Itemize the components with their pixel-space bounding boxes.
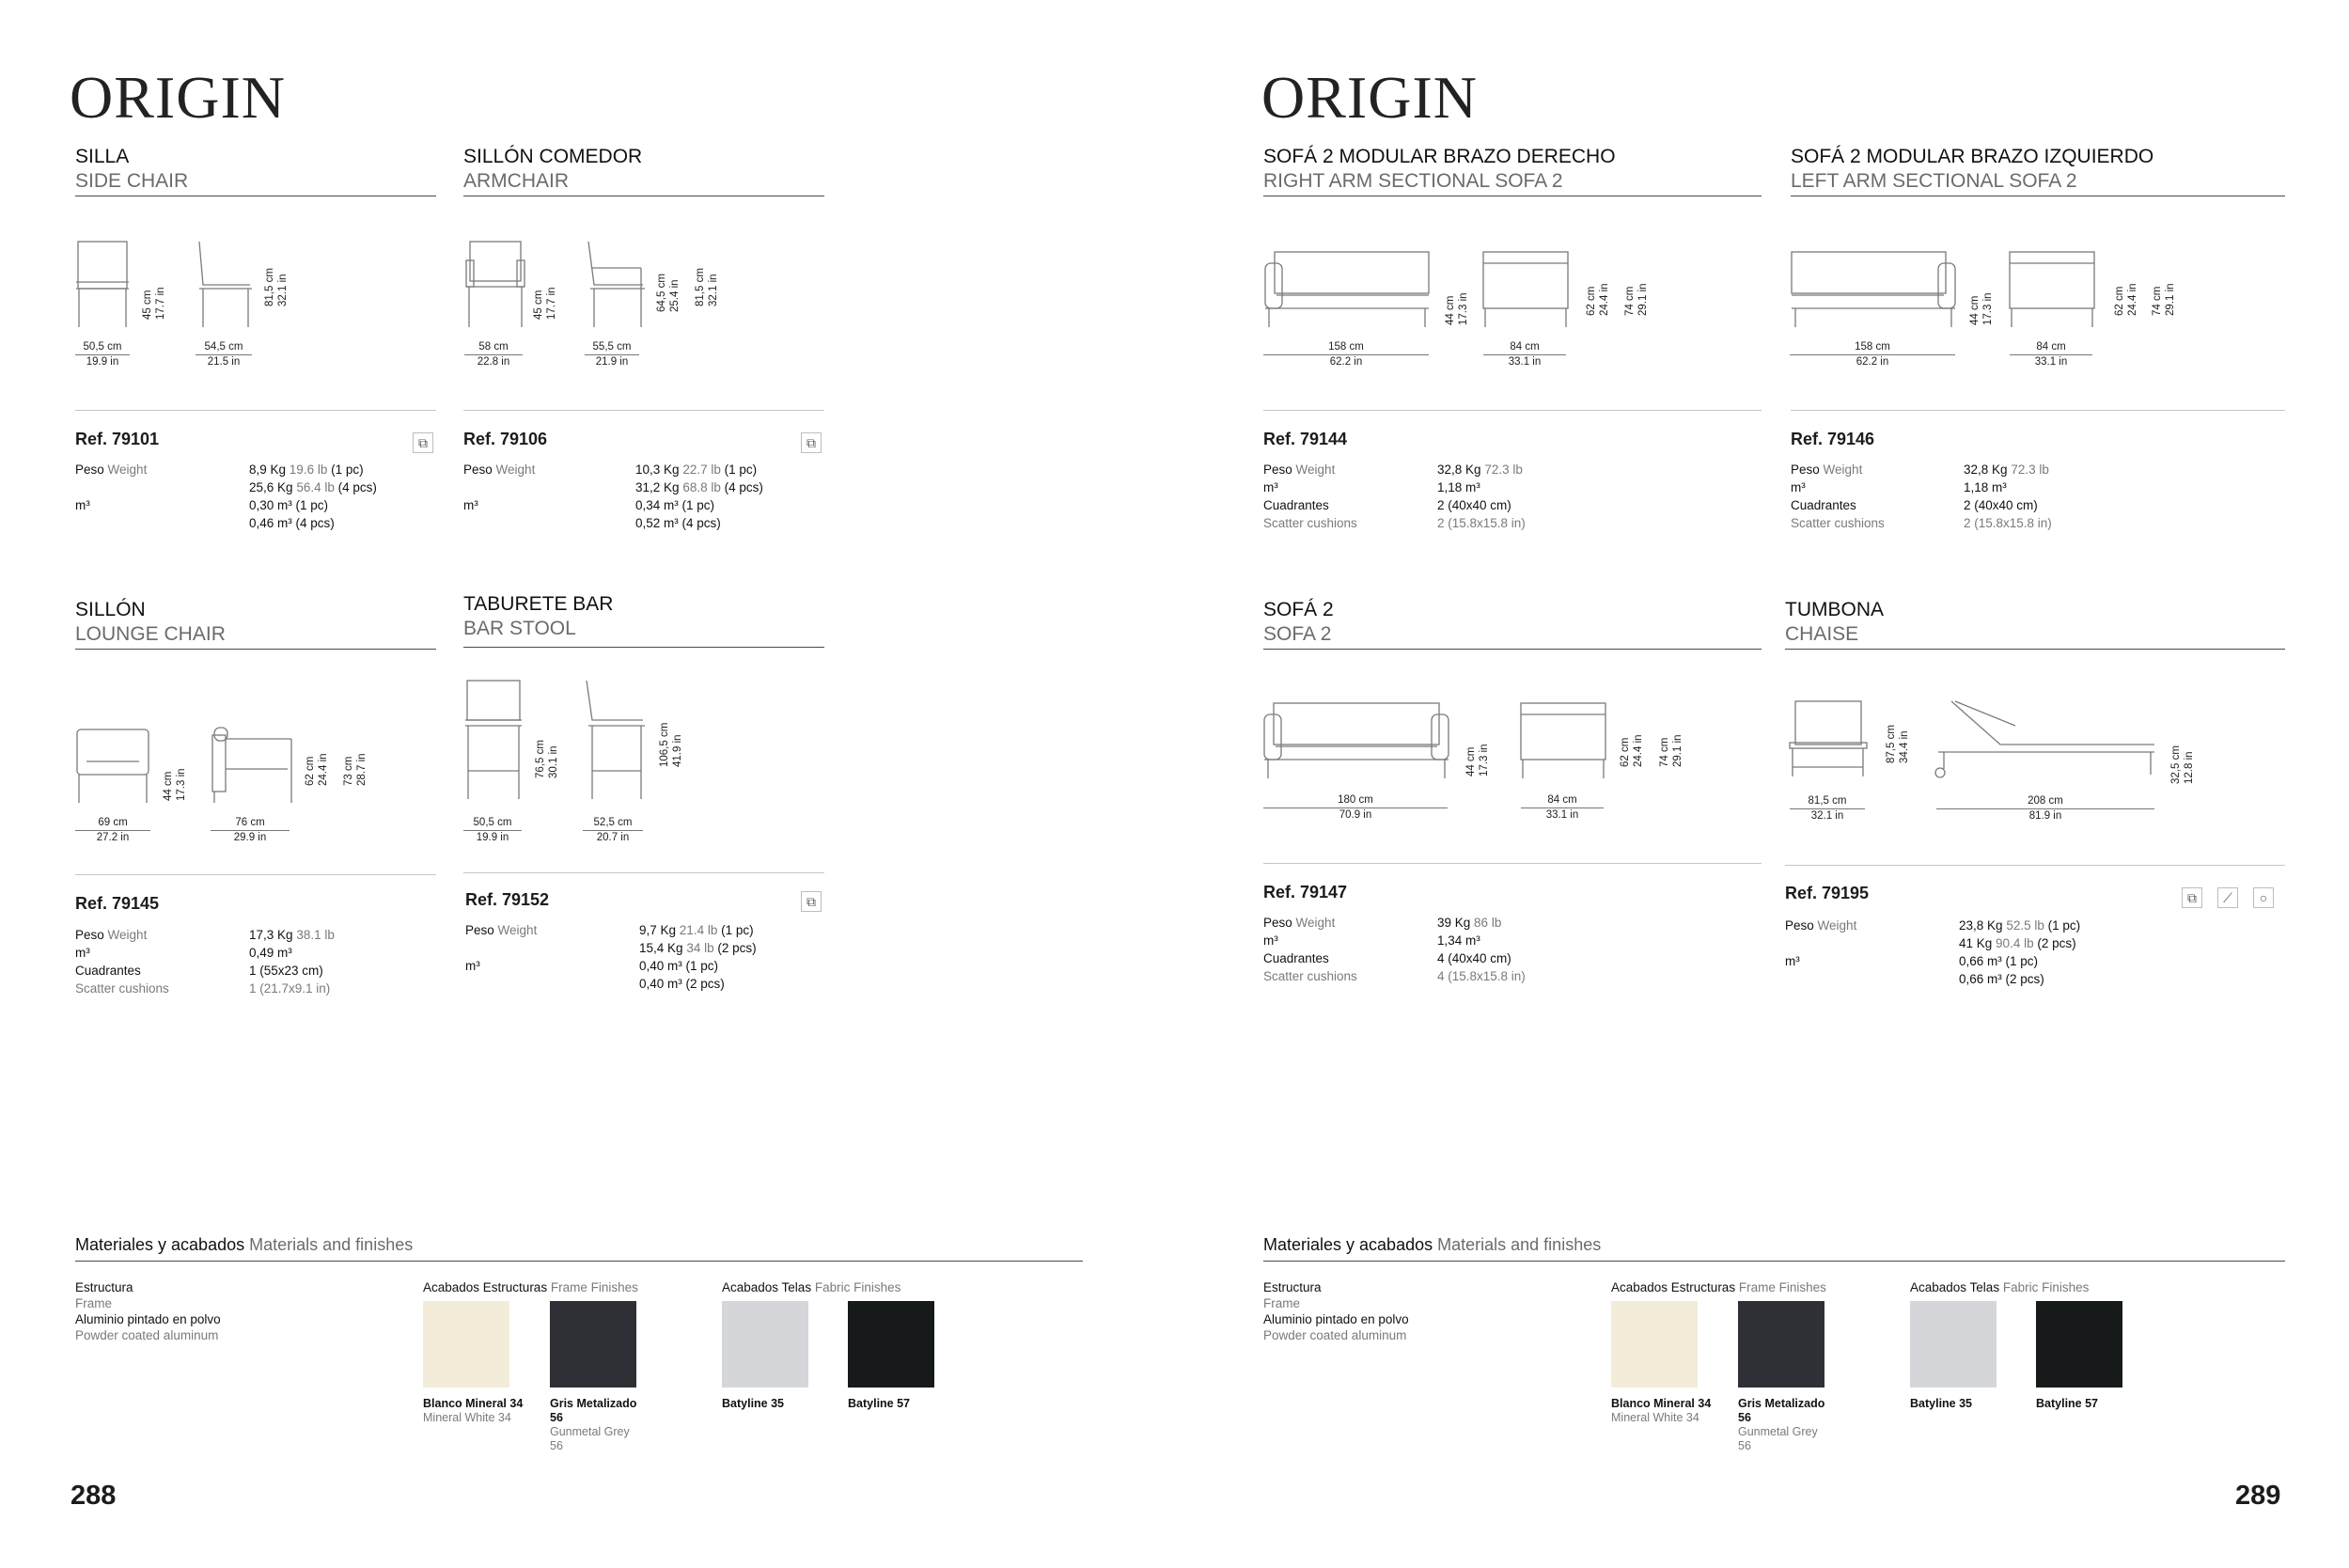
silla-side-drawing [194,240,255,329]
dim-armchair-w1: 58 cm 22.8 in [464,340,523,369]
structure-label-left: Estructura Frame Aluminio pintado en polvo Powder coated aluminum [75,1280,221,1342]
title-en: CHAISE [1785,623,1859,645]
dim-sofa-izq-w1: 158 cm 62.2 in [1790,340,1955,369]
dim-sofa-izq-h2: 62 cm 24.4 in [2114,283,2138,316]
title-es: TUMBONA [1785,599,1884,620]
dim-sofa-izq-w2: 84 cm 33.1 in [2010,340,2092,369]
dim-sofa-der-h2: 62 cm 24.4 in [1586,283,1610,316]
divider [1785,649,2285,650]
dim-lounge-w2: 76 cm 29.9 in [211,816,290,845]
title-es: SILLA [75,146,130,167]
divider [1785,865,2285,866]
swatch-batyline-35 [722,1301,808,1388]
sofa-izq-front-drawing [1790,250,1959,330]
title-en: BAR STOOL [463,618,576,639]
ref-79145: Ref. 79145 [75,894,160,913]
sofa2-side-drawing [1519,701,1608,781]
swatch-caption: Batyline 35 [1910,1397,1973,1410]
dim-silla-h2: 81,5 cm 32.1 in [264,268,289,306]
product-title-silla [75,145,188,194]
product-title-sillon [75,598,226,647]
dim-armchair-h2: 64,5 cm 25.4 in [656,274,681,312]
swatch-caption: Blanco Mineral 34 Mineral White 34 [423,1397,524,1424]
title-en: SIDE CHAIR [75,170,189,192]
swatch-caption: Batyline 35 [722,1397,785,1410]
swatch-gunmetal [1738,1301,1824,1388]
ref-79152: Ref. 79152 [465,890,550,909]
sofa-izq-side-drawing [2008,250,2097,330]
dim-silla-w1: 50,5 cm 19.9 in [75,340,130,369]
armchair-front-drawing [464,240,530,329]
sofa2-front-drawing [1262,701,1450,781]
dim-chaise-w2: 208 cm 81.9 in [1936,794,2154,823]
swatch-caption: Gris Metalizado 56 Gunmetal Grey 56 [550,1397,637,1452]
dim-sofa-izq-h1: 44 cm 17.3 in [1969,292,1994,325]
dim-silla-w2: 54,5 cm 21.5 in [196,340,252,369]
ref-79147: Ref. 79147 [1263,883,1348,902]
divider [75,874,436,875]
page-number-left: 288 [70,1481,117,1511]
specs-sofa-der: Peso Weight 32,8 Kg 72.3 lb m³ 1,18 m³ Cuadrantes 2 (40x40 cm) Scatter cushions 2 (15.8x15.8 in) [1263,463,1526,530]
product-title-sillon-comedor [463,145,642,194]
swatch-mineral-white [1611,1301,1698,1388]
dim-barstool-w2: 52,5 cm 20.7 in [583,816,643,845]
lounge-front-drawing [75,726,150,806]
title-es: SOFÁ 2 MODULAR BRAZO DERECHO [1263,146,1616,167]
barstool-front-drawing [463,679,525,801]
stackable-icon: ⧉ [801,432,822,453]
dim-sofa-der-w1: 158 cm 62.2 in [1263,340,1429,369]
dim-chaise-w1: 81,5 cm 32.1 in [1790,794,1865,823]
title-en: RIGHT ARM SECTIONAL SOFA 2 [1263,170,1563,192]
chaise-side-drawing [1933,698,2158,782]
title-es: SOFÁ 2 [1263,599,1334,620]
ref-79106: Ref. 79106 [463,430,548,448]
swatch-batyline-57 [2036,1301,2122,1388]
swatch-mineral-white [423,1301,509,1388]
dim-sofa2-h1: 44 cm 17.3 in [1465,744,1490,776]
frame-finishes-label-left: Acabados Estructuras Frame Finishes [423,1280,638,1294]
dim-sofa2-h3: 74 cm 29.1 in [1659,734,1683,767]
dim-armchair-h1: 45 cm 17.7 in [533,287,557,320]
product-title-sofa-izq [1791,145,2153,194]
dim-lounge-h2: 62 cm 24.4 in [305,753,329,786]
divider [463,410,824,411]
swatch-caption: Batyline 57 [2036,1397,2099,1410]
wheel-icon: ○ [2253,887,2274,908]
dim-silla-h1: 45 cm 17.7 in [142,287,166,320]
dim-sofa2-h2: 62 cm 24.4 in [1620,734,1644,767]
divider [1263,1261,2285,1262]
specs-chaise: Peso Weight 23,8 Kg 52.5 lb (1 pc) 41 Kg 90.4 lb (2 pcs) m³ 0,66 m³ (1 pc) 0,66 m³ (2 pcs) [1785,918,2081,986]
product-title-sofa2 [1263,598,1334,647]
fabric-finishes-label-right: Acabados Telas Fabric Finishes [1910,1280,2090,1294]
dim-barstool-h2: 106,5 cm 41.9 in [659,722,683,767]
lounge-side-drawing [211,726,295,806]
title-en: LOUNGE CHAIR [75,623,226,645]
swatch-gunmetal [550,1301,636,1388]
dim-sofa-der-w2: 84 cm 33.1 in [1483,340,1566,369]
divider [463,872,824,873]
recline-icon: ⟋ [2217,887,2238,908]
product-title-sofa-der [1263,145,1616,194]
title-es: SOFÁ 2 MODULAR BRAZO IZQUIERDO [1791,146,2154,167]
barstool-side-drawing [583,679,649,801]
title-en: ARMCHAIR [463,170,570,192]
product-title-tumbona [1785,598,1884,647]
swatch-batyline-35 [1910,1301,1997,1388]
frame-finishes-label-right: Acabados Estructuras Frame Finishes [1611,1280,1826,1294]
divider [1263,863,1762,864]
dim-armchair-w2: 55,5 cm 21.9 in [585,340,639,369]
swatch-caption: Gris Metalizado 56 Gunmetal Grey 56 [1738,1397,1825,1452]
dim-lounge-w1: 69 cm 27.2 in [75,816,150,845]
ref-79195: Ref. 79195 [1785,884,1870,902]
specs-armchair: Peso Weight 10,3 Kg 22.7 lb (1 pc) 31,2 Kg 68.8 lb (4 pcs) m³ 0,34 m³ (1 pc) 0,52 m³ (4 pcs) [463,463,763,530]
title-es: TABURETE BAR [463,593,614,615]
dim-lounge-h1: 44 cm 17.3 in [163,768,187,801]
dim-sofa-der-h3: 74 cm 29.1 in [1624,283,1649,316]
materials-heading-right: Materiales y acabados Materials and finishes [1263,1235,1602,1254]
divider [1791,410,2285,411]
dim-chaise-h2: 32,5 cm 12.8 in [2170,745,2195,784]
dim-sofa-izq-h3: 74 cm 29.1 in [2152,283,2176,316]
sofa-der-side-drawing [1481,250,1571,330]
divider [1263,649,1762,650]
dim-sofa2-w2: 84 cm 33.1 in [1521,793,1604,823]
swatch-caption: Blanco Mineral 34 Mineral White 34 [1611,1397,1712,1424]
fabric-finishes-label-left: Acabados Telas Fabric Finishes [722,1280,901,1294]
armchair-side-drawing [585,240,650,329]
title-es: SILLÓN COMEDOR [463,146,643,167]
dim-sofa-der-h1: 44 cm 17.3 in [1445,292,1469,325]
swatch-batyline-57 [848,1301,934,1388]
stackable-icon: ⧉ [413,432,433,453]
specs-sofa2: Peso Weight 39 Kg 86 lb m³ 1,34 m³ Cuadrantes 4 (40x40 cm) Scatter cushions 4 (15.8x15.8 in) [1263,916,1526,983]
ref-79144: Ref. 79144 [1263,430,1348,448]
materials-heading-left: Materiales y acabados Materials and finishes [75,1235,414,1254]
chaise-front-drawing [1788,699,1868,779]
dim-lounge-h3: 73 cm 28.7 in [343,753,368,786]
divider [75,410,436,411]
page-number-right: 289 [2235,1481,2281,1511]
ref-79101: Ref. 79101 [75,430,160,448]
stackable-icon: ⧉ [801,891,822,912]
brand-logo-right: ORIGIN [1261,64,1478,131]
title-es: SILLÓN [75,599,146,620]
swatch-caption: Batyline 57 [848,1397,911,1410]
divider [463,647,824,648]
divider [1263,410,1762,411]
stackable-icon: ⧉ [2182,887,2202,908]
silla-front-drawing [75,240,132,329]
product-title-taburete [463,592,613,641]
dim-sofa2-w1: 180 cm 70.9 in [1263,793,1448,823]
specs-sofa-izq: Peso Weight 32,8 Kg 72.3 lb m³ 1,18 m³ Cuadrantes 2 (40x40 cm) Scatter cushions 2 (15.8x15.8 in) [1791,463,2052,530]
sofa-der-front-drawing [1263,250,1433,330]
ref-79146: Ref. 79146 [1791,430,1875,448]
structure-label-right: Estructura Frame Aluminio pintado en polvo Powder coated aluminum [1263,1280,1409,1342]
title-en: LEFT ARM SECTIONAL SOFA 2 [1791,170,2077,192]
brand-logo-left: ORIGIN [70,64,286,131]
divider [75,1261,1083,1262]
specs-lounge: Peso Weight 17,3 Kg 38.1 lb m³ 0,49 m³ Cuadrantes 1 (55x23 cm) Scatter cushions 1 (21.7x9.1 in) [75,928,335,996]
dim-chaise-h1: 87,5 cm 34.4 in [1886,725,1910,763]
dim-barstool-h1: 76,5 cm 30.1 in [535,740,559,778]
dim-barstool-w1: 50,5 cm 19.9 in [463,816,522,845]
divider [75,649,436,650]
specs-barstool: Peso Weight 9,7 Kg 21.4 lb (1 pc) 15,4 Kg 34 lb (2 pcs) m³ 0,40 m³ (1 pc) 0,40 m³ (2 pcs) [465,923,757,991]
dim-armchair-h3: 81,5 cm 32.1 in [695,268,719,306]
specs-silla: Peso Weight 8,9 Kg 19.6 lb (1 pc) 25,6 Kg 56.4 lb (4 pcs) m³ 0,30 m³ (1 pc) 0,46 m³ (4 pcs) [75,463,377,530]
title-en: SOFA 2 [1263,623,1332,645]
